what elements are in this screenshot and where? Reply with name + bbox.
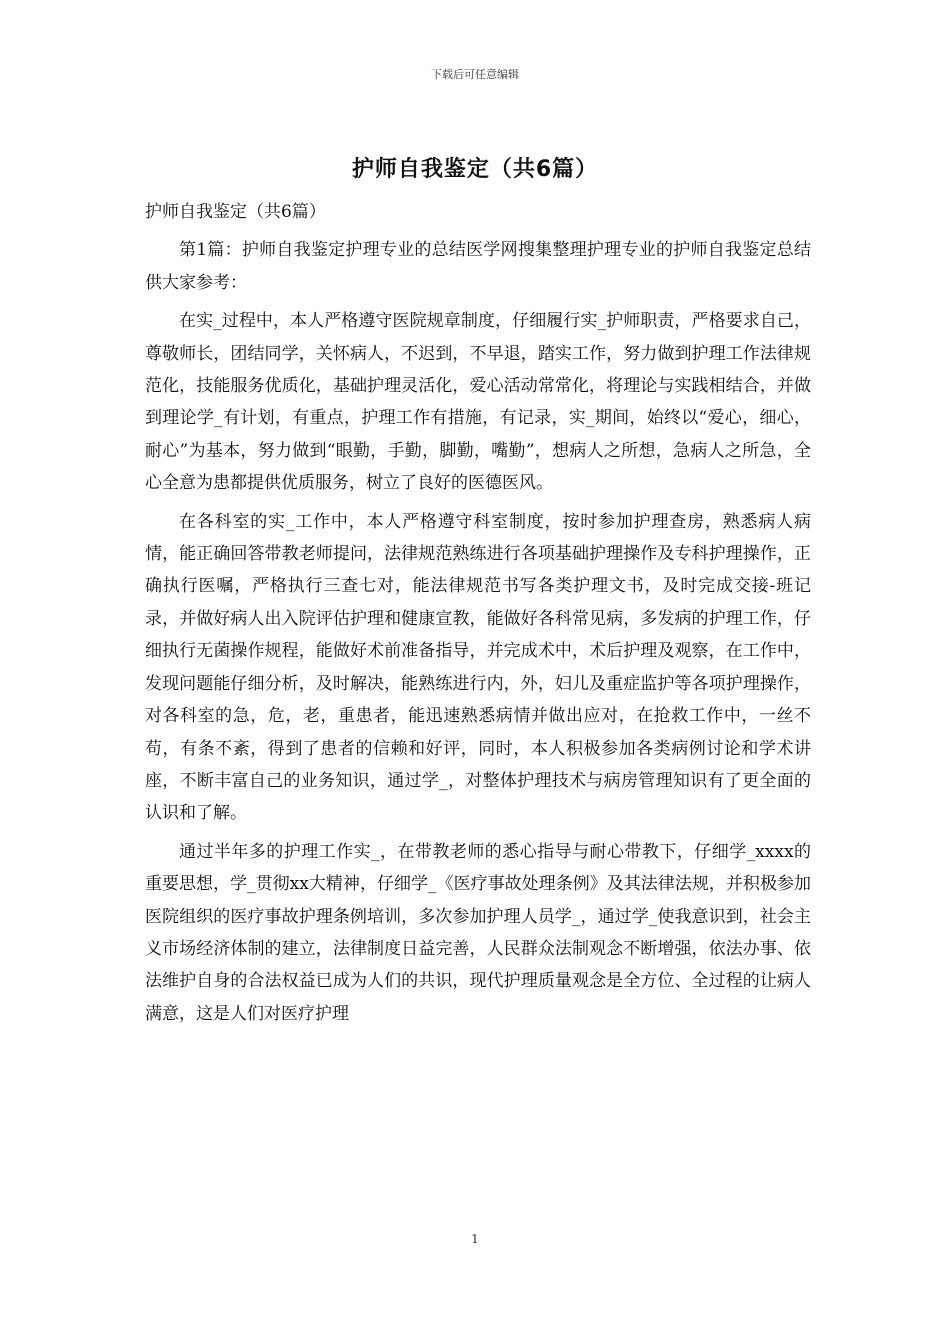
- paragraph: 第1篇：护师自我鉴定护理专业的总结医学网搜集整理护理专业的护师自我鉴定总结供大家参考：: [145, 240, 811, 293]
- document-subtitle: 护师自我鉴定（共6篇）: [145, 202, 326, 222]
- header-note: 下载后可任意编辑: [431, 68, 519, 81]
- paragraph: 通过半年多的护理工作实_，在带教老师的悉心指导与耐心带教下，仔细学_xxxx的重要思想，学_贯彻xx大精神，仔细学_《医疗事故处理条例》及其法律法规，并积极参加医院组织的医疗事故护理条例培训，多次参加护理人员学_，通过学_使我意识到，社会主义市场经济体制的建立，法律制度日益完善，人民群众法制观念不断增强，依法办事、依法维护自身的合法权益已成为人们的共识，现代护理质量观念是全方位、全过程的让病人满意，这是人们对医疗护理: [145, 841, 811, 1024]
- page-number: 1: [471, 1232, 479, 1246]
- document-body: [145, 196, 811, 1036]
- paragraph: 在实_过程中，本人严格遵守医院规章制度，仔细履行实_护师职责，严格要求自己，尊敬师长，团结同学，关怀病人，不迟到，不早退，踏实工作，努力做到护理工作法律规范化，技能服务优质化，基础护理灵活化，爱心活动常常化，将理论与实践相结合，并做到理论学_有计划，有重点，护理工作有措施，有记录，实_期间，始终以“爱心，细心，耐心”为基本，努力做到“眼勤，手勤，脚勤，嘴勤”，想病人之所想，急病人之所急，全心全意为患都提供优质服务，树立了良好的医德医风。: [145, 311, 811, 494]
- paragraph: 在各科室的实_工作中，本人严格遵守科室制度，按时参加护理查房，熟悉病人病情，能正确回答带教老师提问，法律规范熟练进行各项基础护理操作及专科护理操作，正确执行医嘱，严格执行三查七对，能法律规范书写各类护理文书，及时完成交接-班记录，并做好病人出入院评估护理和健康宣教，能做好各科常见病，多发病的护理工作，仔细执行无菌操作规程，能做好术前准备指导，并完成术中，术后护理及观察，在工作中，发现问题能仔细分析，及时解决，能熟练进行内，外，妇儿及重症监护等各项护理操作，对各科室的急，危，老，重患者，能迅速熟悉病情并做出应对，在抢救工作中，一丝不苟，有条不紊，得到了患者的信赖和好评，同时，本人积极参加各类病例讨论和学术讲座，不断丰富自己的业务知识，通过学_，对整体护理技术与病房管理知识有了更全面的认识和了解。: [145, 511, 811, 824]
- document-title: 护师自我鉴定（共6篇）: [351, 157, 599, 182]
